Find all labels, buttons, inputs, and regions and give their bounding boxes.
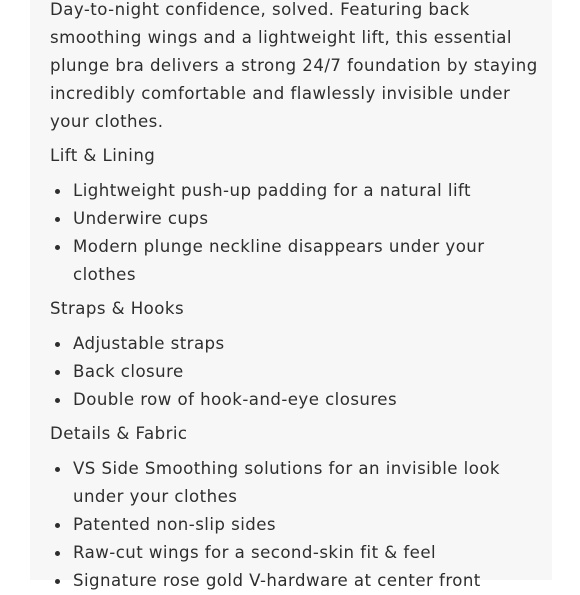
list-item-text: Back closure [73,362,184,381]
bullet-icon [55,217,60,222]
list-item-text: VS Side Smoothing solutions for an invisible look under your clothes [73,459,500,506]
product-details-panel [30,0,552,590]
bullet-icon [55,245,60,250]
section-heading-lift-lining: Lift & Lining [50,146,156,165]
list-item [50,177,550,205]
product-description: Day-to-night confidence, solved. Featuring back smoothing wings and a lightweight lift, this essential plunge bra delivers a strong 24/7 foundation by staying incredibly comfortable and flawlessly invisible under your clothes. [50,0,538,131]
list-item-text: Signature rose gold V-hardware at center front [73,571,481,590]
list-item [50,358,550,386]
bullet-icon [55,398,60,403]
list-item [50,205,550,233]
list-item [50,386,550,414]
bullet-icon [55,370,60,375]
feature-list-straps-hooks [50,330,550,414]
list-item [50,233,550,289]
list-item-text: Lightweight push-up padding for a natural lift [73,181,471,200]
bullet-icon [55,342,60,347]
bullet-icon [55,189,60,194]
list-item-text: Double row of hook-and-eye closures [73,390,398,409]
list-item [50,330,550,358]
product-details-content [50,0,550,595]
feature-list-details-fabric [50,455,550,595]
section-heading-straps-hooks: Straps & Hooks [50,299,185,318]
list-item [50,511,550,539]
section-heading-details-fabric: Details & Fabric [50,424,188,443]
list-item-text: Adjustable straps [73,334,225,353]
list-item [50,539,550,567]
bullet-icon [55,551,60,556]
list-item-text: Modern plunge neckline disappears under your clothes [73,237,485,284]
bullet-icon [55,579,60,584]
list-item-text: Raw-cut wings for a second-skin fit & feel [73,543,437,562]
bullet-icon [55,523,60,528]
list-item-text: Underwire cups [73,209,209,228]
list-item [50,455,550,511]
feature-list-lift-lining [50,177,550,289]
bullet-icon [55,467,60,472]
list-item [50,567,550,595]
list-item-text: Patented non-slip sides [73,515,277,534]
